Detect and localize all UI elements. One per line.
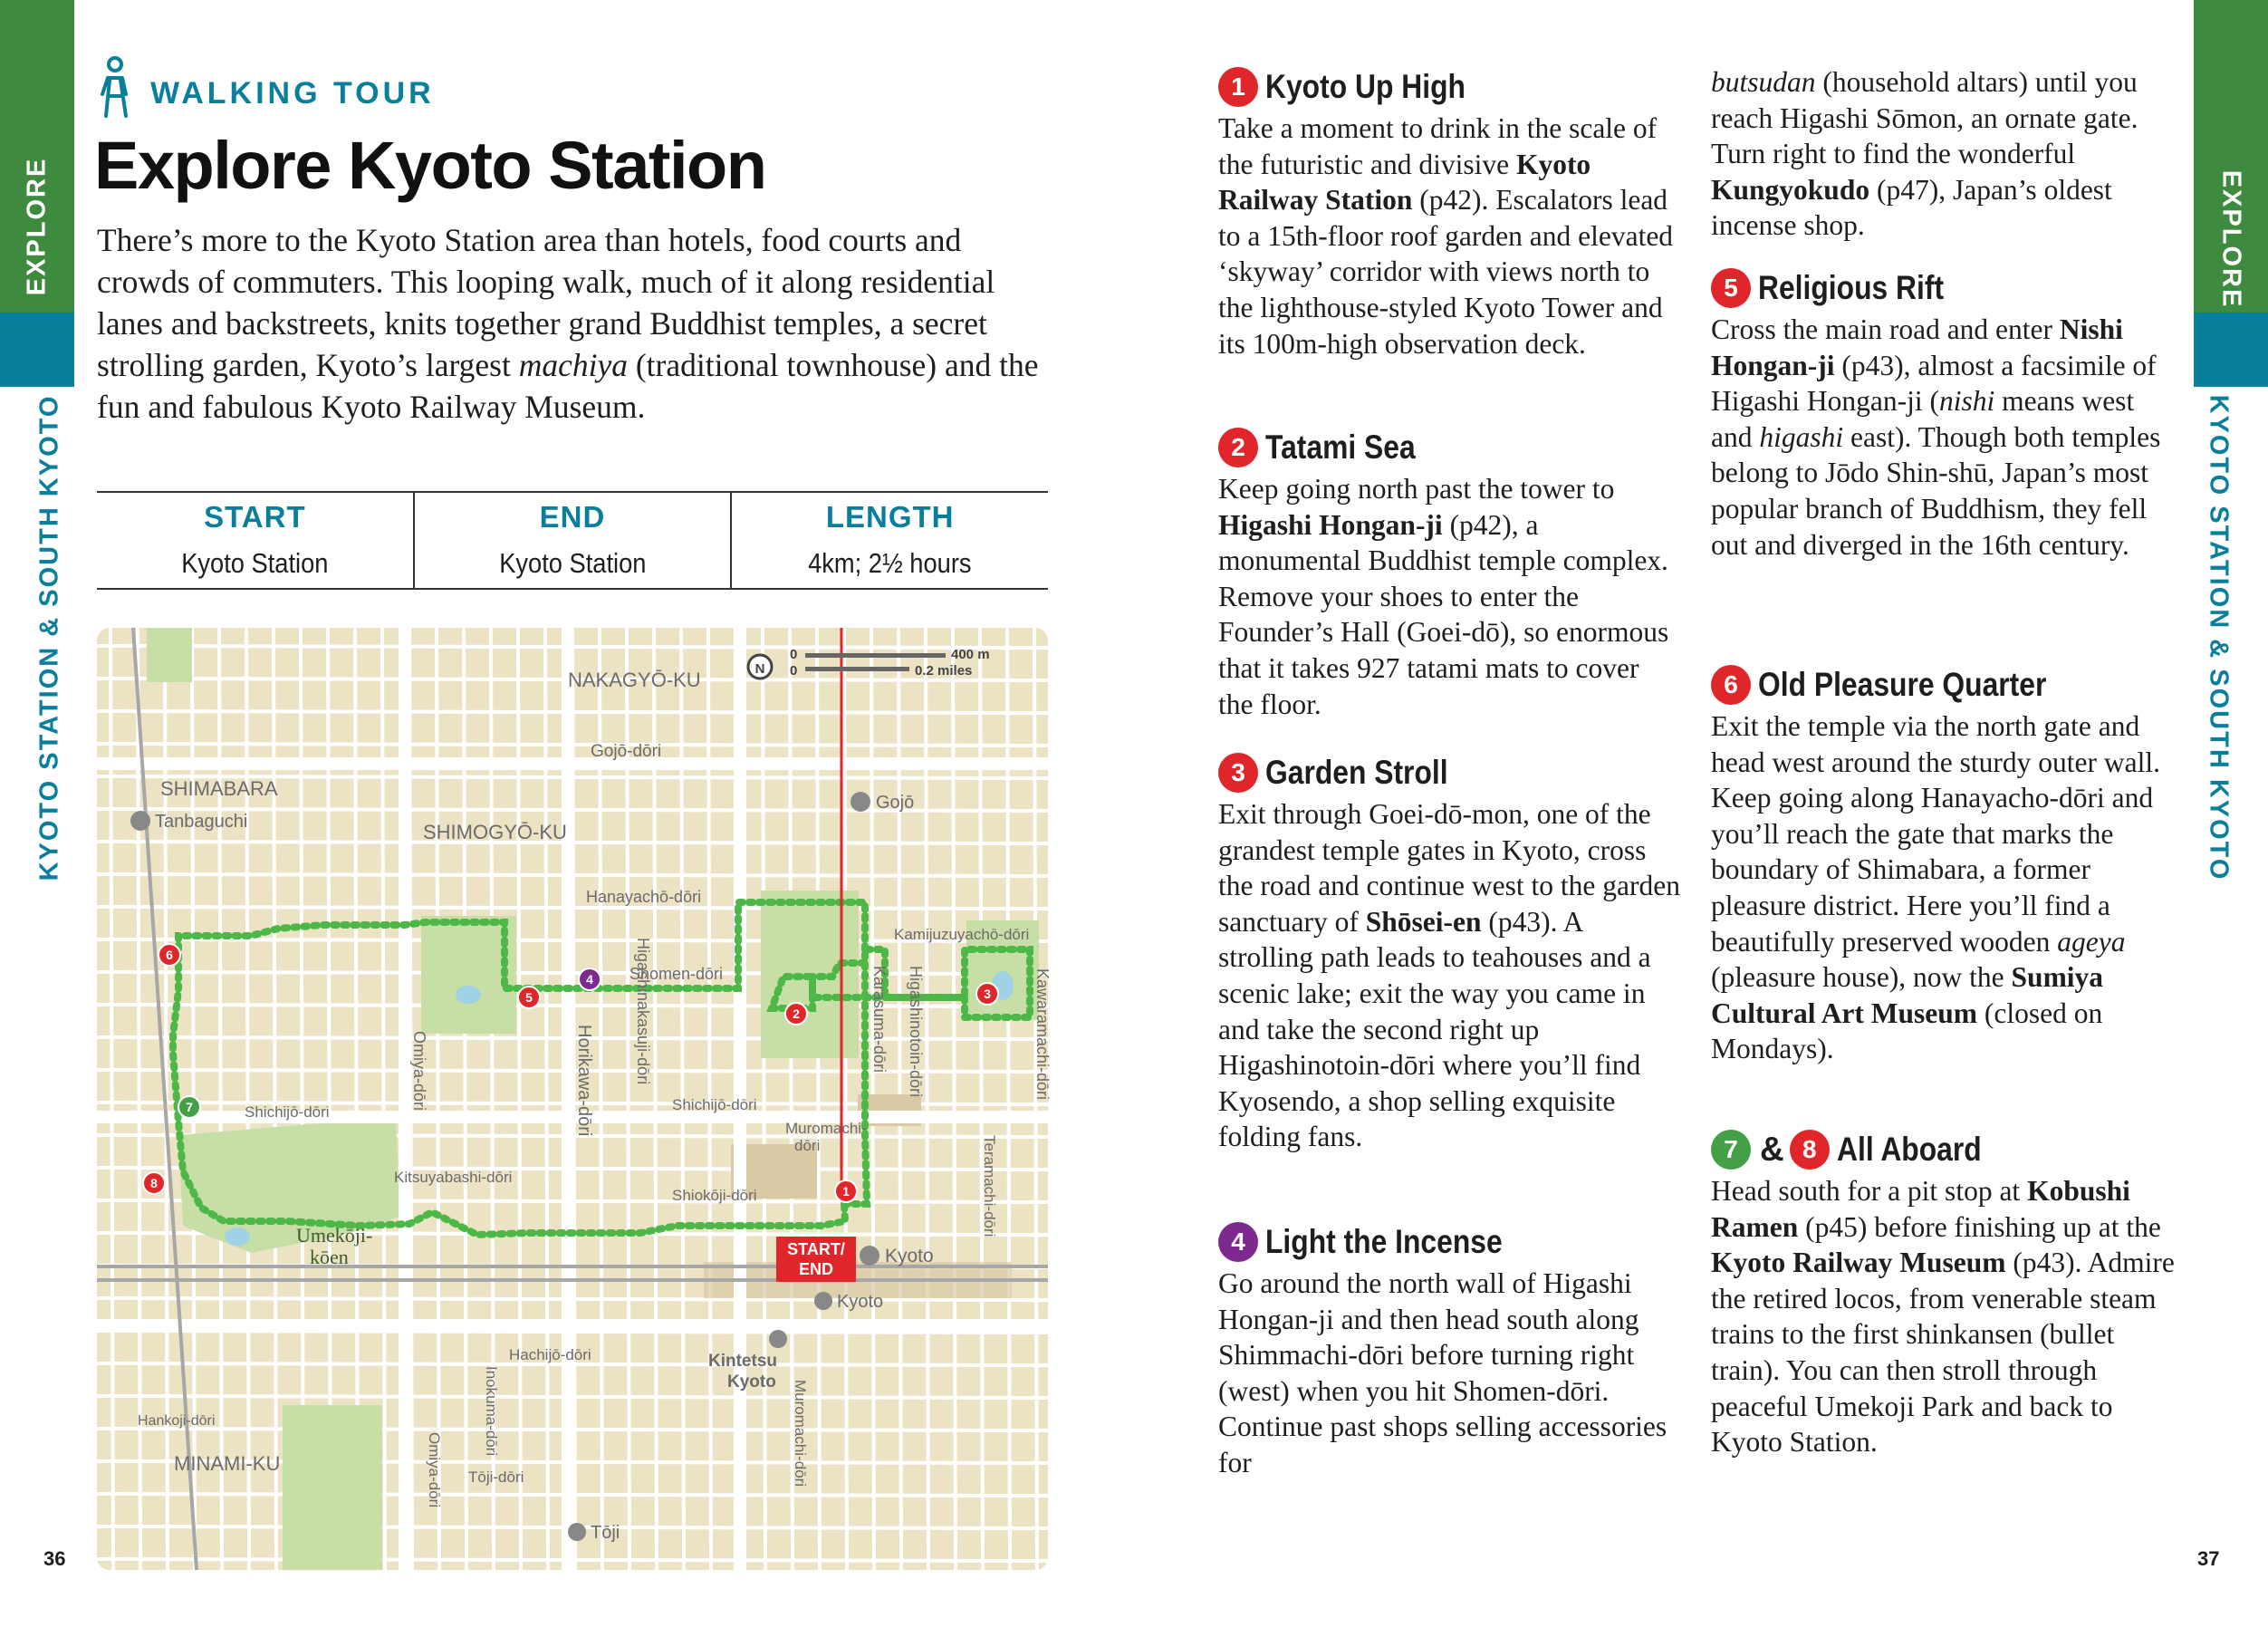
stop-1-text-a: Take a moment to drink in the scale of the futuristic and divisive: [1218, 112, 1658, 180]
tour-info-table: [97, 491, 1048, 590]
map-marker-label-8: 8: [150, 1176, 158, 1190]
start-value: Kyoto Station: [181, 547, 329, 579]
map-label-minami: MINAMI-KU: [174, 1452, 281, 1475]
map-label-shimogyo: SHIMOGYŌ-KU: [423, 821, 567, 843]
walking-person-icon: [95, 56, 135, 120]
stop-6-marker: 6: [1711, 665, 1751, 705]
end-value: Kyoto Station: [498, 547, 647, 579]
map-label-muromachi-top-2: dōri: [794, 1137, 821, 1154]
stop-5-text-d: east). Though both temples belong to Jōdo Shin-shū, Japan’s most popular branch of Buddhism, they fell out and diverged in the 16th century.: [1711, 420, 2161, 561]
stop-1-text-b: (p42). Escalators lead to a 15th-floor roof garden and elevated ‘skyway’ corridor with views north to the lighthouse-styled Kyoto Tower and its 100m-high observation deck.: [1218, 184, 1674, 360]
explore-tab-right-label: EXPLORE: [2216, 169, 2246, 309]
stop-2-heading: Tatami Sea: [1265, 429, 1416, 466]
start-column: [97, 493, 415, 588]
stop-7-marker: 7: [1711, 1130, 1751, 1170]
map-label-kintetsu-1[interactable]: Kintetsu: [708, 1352, 777, 1371]
stop-7-8-title: [1711, 1130, 2177, 1170]
section-label-left: KYOTO STATION & SOUTH KYOTO: [34, 394, 64, 881]
scale-bar-mi: [805, 667, 909, 671]
stop-6-text-c: (closed on Mondays).: [1711, 997, 2103, 1065]
stop-6-heading: Old Pleasure Quarter: [1758, 666, 2047, 703]
map-label-kitsuyabashi: Kitsuyabashi-dōri: [394, 1169, 513, 1186]
walking-tour-map[interactable]: [97, 628, 1052, 1570]
map-label-tanbaguchi[interactable]: Tanbaguchi: [155, 812, 248, 832]
map-label-teramachi: Teramachi-dōri: [981, 1135, 998, 1237]
map-label-umekoji-2: kōen: [310, 1246, 349, 1268]
stop-2-title: [1218, 428, 1680, 467]
length-heading: LENGTH: [825, 500, 955, 534]
stop-6-text-a: Exit the temple via the north gate and head west around the sturdy outer wall. Keep going along Hanayacho-dōri and you’ll reach the gate that marks the boundary of Shimabara, a former pleasure district. Here you’ll find a beautifully preserved wooden: [1711, 710, 2160, 958]
map-label-higashinakasuji: Higashinakasuji-dōri: [634, 938, 652, 1085]
scale-bar-km: [805, 653, 946, 658]
stop-4: [1218, 1222, 1680, 1481]
stop-5-emphasis-2: higashi: [1759, 420, 1844, 453]
scale-label-mi: 0.2 miles: [915, 663, 973, 679]
length-column: [732, 493, 1048, 588]
map-label-kyoto-subway[interactable]: Kyoto: [885, 1246, 934, 1266]
map-label-kyoto-rail[interactable]: Kyoto: [837, 1292, 884, 1312]
temple-pond: [456, 986, 481, 1004]
map-label-muromachi-south: Muromachi-dōri: [792, 1380, 809, 1488]
scale-zero-mi: 0: [790, 663, 798, 679]
intro-text-2: (traditional townhouse) and the fun and fabulous Kyoto Railway Museum.: [97, 347, 1039, 425]
stop-5-place: Nishi Hongan-ji: [1711, 313, 2123, 381]
kintetsu-icon[interactable]: [769, 1330, 787, 1348]
stop-2-text-b: (p42), a monumental Buddhist temple complex. Remove your shoes to enter the Founder’s Hall (Goei-dō), so enormous that it takes 927 tatami mats to cover the floor.: [1218, 508, 1669, 720]
map-marker-label-2: 2: [793, 1006, 800, 1021]
map-label-kintetsu-2[interactable]: Kyoto: [727, 1372, 776, 1391]
map-marker-label-1: 1: [842, 1184, 850, 1199]
stop-4-text-d: (p47), Japan’s oldest incense shop.: [1711, 173, 2112, 242]
stop-2-text: [1218, 471, 1680, 722]
stop-5-text-a: Cross the main road and enter: [1711, 313, 2060, 345]
map-label-kamijuzuyacho: Kamijuzuyachō-dōri: [894, 926, 1030, 943]
stop-7-8-text-b: (p45) before finishing up at the: [1798, 1210, 2161, 1243]
map-canvas: [97, 628, 1052, 1570]
stop-1-title: [1218, 67, 1680, 107]
stop-2-place: Higashi Hongan-ji: [1218, 508, 1443, 541]
map-marker-label-4: 4: [586, 972, 593, 987]
map-label-hanayacho: Hanayachō-dōri: [586, 888, 702, 906]
page-number-right: 37: [2197, 1547, 2220, 1570]
map-label-hankoji: Hankoji-dōri: [138, 1413, 216, 1429]
map-label-shimabara: SHIMABARA: [160, 777, 278, 800]
map-label-nakagyo: NAKAGYŌ-KU: [568, 669, 701, 691]
stop-2-marker: 2: [1218, 428, 1258, 467]
stop-1: [1218, 67, 1680, 361]
scale-zero-km: 0: [790, 647, 798, 662]
stop-4-emphasis: butsudan: [1711, 66, 1816, 98]
map-label-shichijo-east: Shichijō-dōri: [672, 1096, 757, 1113]
stop-4-heading: Light the Incense: [1265, 1223, 1503, 1260]
map-label-omiya-south: Omiya-dōri: [426, 1432, 443, 1508]
map-label-hachijo: Hachijō-dōri: [509, 1346, 591, 1363]
section-tab-left[interactable]: [0, 313, 74, 387]
map-label-shiokoji: Shiokōji-dōri: [672, 1187, 757, 1204]
stop-4-continued: [1711, 64, 2177, 244]
map-label-gojo-station[interactable]: Gojō: [876, 793, 915, 813]
north-label: N: [754, 661, 765, 677]
stop-2-text-a: Keep going north past the tower to: [1218, 473, 1615, 505]
stop-6: [1711, 665, 2177, 1067]
map-label-gojo-dori: Gojō-dōri: [591, 742, 662, 761]
map-label-karasuma: Karasuma-dōri: [870, 966, 889, 1074]
map-marker-label-3: 3: [984, 987, 991, 1001]
map-label-toji[interactable]: Tōji: [591, 1523, 620, 1543]
stop-7-8-ampersand: &: [1760, 1131, 1784, 1168]
stop-3-heading: Garden Stroll: [1265, 754, 1448, 791]
stop-4-place: Kungyokudo: [1711, 173, 1870, 206]
stop-2: [1218, 428, 1680, 722]
stop-5-heading: Religious Rift: [1758, 269, 1945, 306]
scale-label-km: 400 m: [951, 647, 990, 662]
gojo-subway-icon[interactable]: [850, 792, 870, 812]
map-marker-label-5: 5: [525, 990, 533, 1005]
stop-5-text-c: means west and: [1711, 385, 2135, 453]
map-marker-label-6: 6: [166, 948, 173, 962]
stop-7-8: [1711, 1130, 2177, 1460]
stop-7-8-text-c: (p43). Admire the retired locos, from venerable steam trains to the first shinkansen (bullet train). You can then stroll through peaceful Umekoji Park and back to Kyoto Station.: [1711, 1247, 2175, 1459]
stop-3-text-a: Exit through Goei-dō-mon, one of the grandest temple gates in Kyoto, cross the road and continue west to the garden sanctuary of: [1218, 798, 1680, 938]
explore-tab-left-label: EXPLORE: [22, 157, 52, 296]
map-start-label: START/: [787, 1240, 845, 1258]
page-number-left: 36: [43, 1547, 66, 1570]
stop-1-marker: 1: [1218, 67, 1258, 107]
stop-5-title: [1711, 268, 2177, 308]
stop-4-text: [1218, 1266, 1680, 1481]
section-tab-right[interactable]: [2194, 313, 2268, 387]
stop-5: [1711, 268, 2177, 563]
stop-7-place: Kobushi Ramen: [1711, 1175, 2130, 1243]
stop-5-text-b: (p43), almost a facsimile of Higashi Hongan-ji (: [1711, 349, 2157, 418]
intro-paragraph: [97, 219, 1039, 428]
stop-6-text-b: (pleasure house), now the: [1711, 961, 2012, 994]
stop-3-place: Shōsei-en: [1365, 905, 1482, 938]
stop-5-emphasis-1: nishi: [1938, 385, 1995, 418]
map-label-higashinotoin: Higashinotoin-dōri: [907, 966, 925, 1098]
map-label-toji-dori: Tōji-dōri: [468, 1468, 524, 1486]
stop-5-text: [1711, 312, 2177, 563]
map-label-kawaramachi: Kawaramachi-dōri: [1033, 968, 1052, 1101]
map-label-shichijo-west: Shichijō-dōri: [245, 1103, 330, 1121]
stop-4-title: [1218, 1222, 1680, 1262]
section-label-right: KYOTO STATION & SOUTH KYOTO: [2204, 394, 2234, 881]
stop-7-8-text-a: Head south for a pit stop at: [1711, 1175, 2028, 1207]
stop-4-text-a: Go around the north wall of Higashi Hongan-ji and then head south along Shimmachi-dōri before turning right (west) when you hit Shomen-dōri. Continue past shops selling accessories for: [1218, 1267, 1667, 1478]
stop-6-emphasis: ageya: [2057, 925, 2126, 958]
map-end-label: END: [798, 1260, 834, 1278]
stop-1-place: Kyoto Railway Station: [1218, 148, 1591, 217]
toji-station-icon[interactable]: [568, 1523, 586, 1541]
stop-6-place: Sumiya Cultural Art Museum: [1711, 961, 2104, 1029]
page-title: Explore Kyoto Station: [94, 128, 766, 203]
stop-6-title: [1711, 665, 2177, 705]
stop-7-8-heading: All Aboard: [1836, 1131, 1982, 1168]
map-label-shomen: Shomen-dōri: [629, 965, 724, 983]
stop-1-text: [1218, 111, 1680, 361]
map-label-umekoji-1: Umekōji-: [296, 1224, 373, 1247]
stop-3-title: [1218, 753, 1680, 793]
map-label-horikawa: Horikawa-dōri: [574, 1025, 594, 1137]
tanbaguchi-station-icon[interactable]: [130, 811, 150, 831]
stop-8-place: Kyoto Railway Museum: [1711, 1247, 2006, 1279]
stop-3-marker: 3: [1218, 753, 1258, 793]
stop-6-text: [1711, 708, 2177, 1067]
umekoji-pond: [225, 1228, 250, 1246]
stop-4-text-c: (household altars) until you reach Higashi Sōmon, an ornate gate. Turn right to find the wonderful: [1711, 66, 2138, 170]
map-label-inokuma: Inokuma-dōri: [483, 1366, 500, 1457]
map-label-omiya: Omiya-dōri: [410, 1031, 428, 1112]
stop-1-heading: Kyoto Up High: [1265, 68, 1466, 105]
stop-4-marker: 4: [1218, 1222, 1258, 1262]
stop-5-marker: 5: [1711, 268, 1751, 308]
stop-3-text-b: (p43). A strolling path leads to teahouses and a scenic lake; exit the way you came in and take the second right up Higashinotoin-dōri where you’ll find Kyosendo, a shop selling exquisite folding fans.: [1218, 905, 1651, 1153]
stop-3-text: [1218, 796, 1680, 1155]
walking-tour-kicker: WALKING TOUR: [150, 76, 435, 111]
map-marker-label-7: 7: [186, 1100, 193, 1114]
end-heading: END: [539, 500, 606, 534]
kyoto-subway-icon[interactable]: [860, 1246, 879, 1266]
length-value: 4km; 2½ hours: [808, 547, 972, 579]
map-label-muromachi-top: Muromachi-: [785, 1120, 867, 1137]
kyoto-rail-icon[interactable]: [814, 1292, 832, 1310]
stop-3: [1218, 753, 1680, 1155]
stop-7-8-text: [1711, 1173, 2177, 1460]
end-column: [415, 493, 733, 588]
intro-emphasis: machiya: [518, 347, 628, 383]
stop-8-marker: 8: [1790, 1130, 1830, 1170]
start-heading: START: [204, 500, 306, 534]
intro-text-1: There’s more to the Kyoto Station area than hotels, food courts and crowds of commuters. This looping walk, much of it along residential lanes and backstreets, knits together grand Buddhist temples, a secret strolling garden, Kyoto’s largest: [97, 222, 995, 383]
